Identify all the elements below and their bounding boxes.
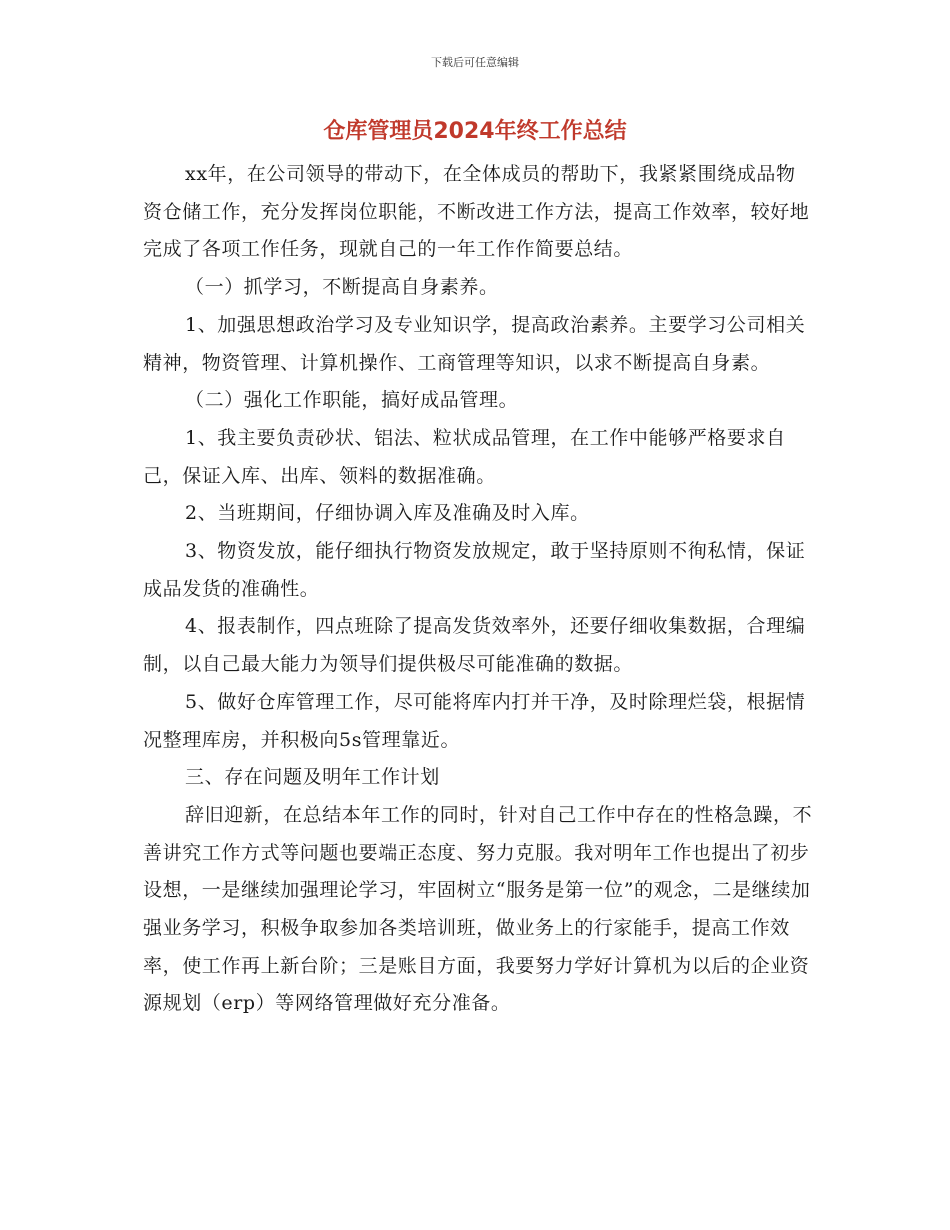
section-heading-3: 三、存在问题及明年工作计划	[185, 766, 440, 789]
paragraph-item: 4、报表制作，四点班除了提高发货效率外，还要仔细收集数据，合理编制，以自己最大能力为领导们提供极尽可能准确的数据。	[143, 615, 806, 676]
paragraph-item: 2、当班期间，仔细协调入库及准确及时入库。	[185, 502, 590, 525]
section-heading-1: （一）抓学习，不断提高自身素养。	[185, 276, 499, 299]
document-title: 仓库管理员2024年终工作总结	[323, 119, 627, 144]
document-body	[143, 156, 815, 1023]
paragraph-item: 3、物资发放，能仔细执行物资发放规定，敢于坚持原则不徇私情，保证成品发货的准确性。	[143, 540, 806, 600]
paragraph-item: 1、我主要负责砂状、铝法、粒状成品管理，在工作中能够严格要求自己，保证入库、出库、领料的数据准确。	[143, 426, 786, 487]
paragraph-item: 1、加强思想政治学习及专业知识学，提高政治素养。主要学习公司相关精神，物资管理、计算机操作、工商管理等知识，以求不断提高自身素。	[143, 313, 806, 374]
paragraph-plan: 辞旧迎新，在总结本年工作的同时，针对自己工作中存在的性格急躁，不善讲究工作方式等问题也要端正态度、努力克服。我对明年工作也提出了初步设想，一是继续加强理论学习，牢固树立“服务是第一位”的观念，二是继续加强业务学习，积极争取参加各类培训班，做业务上的行家能手，提高工作效率，使工作再上新台阶；三是账目方面，我要努力学好计算机为以后的企业资源规划（erp）等网络管理做好充分准备。	[143, 803, 813, 1015]
paragraph-intro: xx年，在公司领导的带动下，在全体成员的帮助下，我紧紧围绕成品物资仓储工作，充分发挥岗位职能，不断改进工作方法，提高工作效率，较好地完成了各项工作任务，现就自己的一年工作作简要总结。	[143, 163, 810, 261]
section-heading-2: （二）强化工作职能，搞好成品管理。	[185, 389, 519, 412]
header-note: 下载后可任意编辑	[431, 56, 519, 69]
paragraph-item: 5、做好仓库管理工作，尽可能将库内打并干净，及时除理烂袋，根据情况整理库房，并积极向5s管理靠近。	[143, 690, 806, 751]
